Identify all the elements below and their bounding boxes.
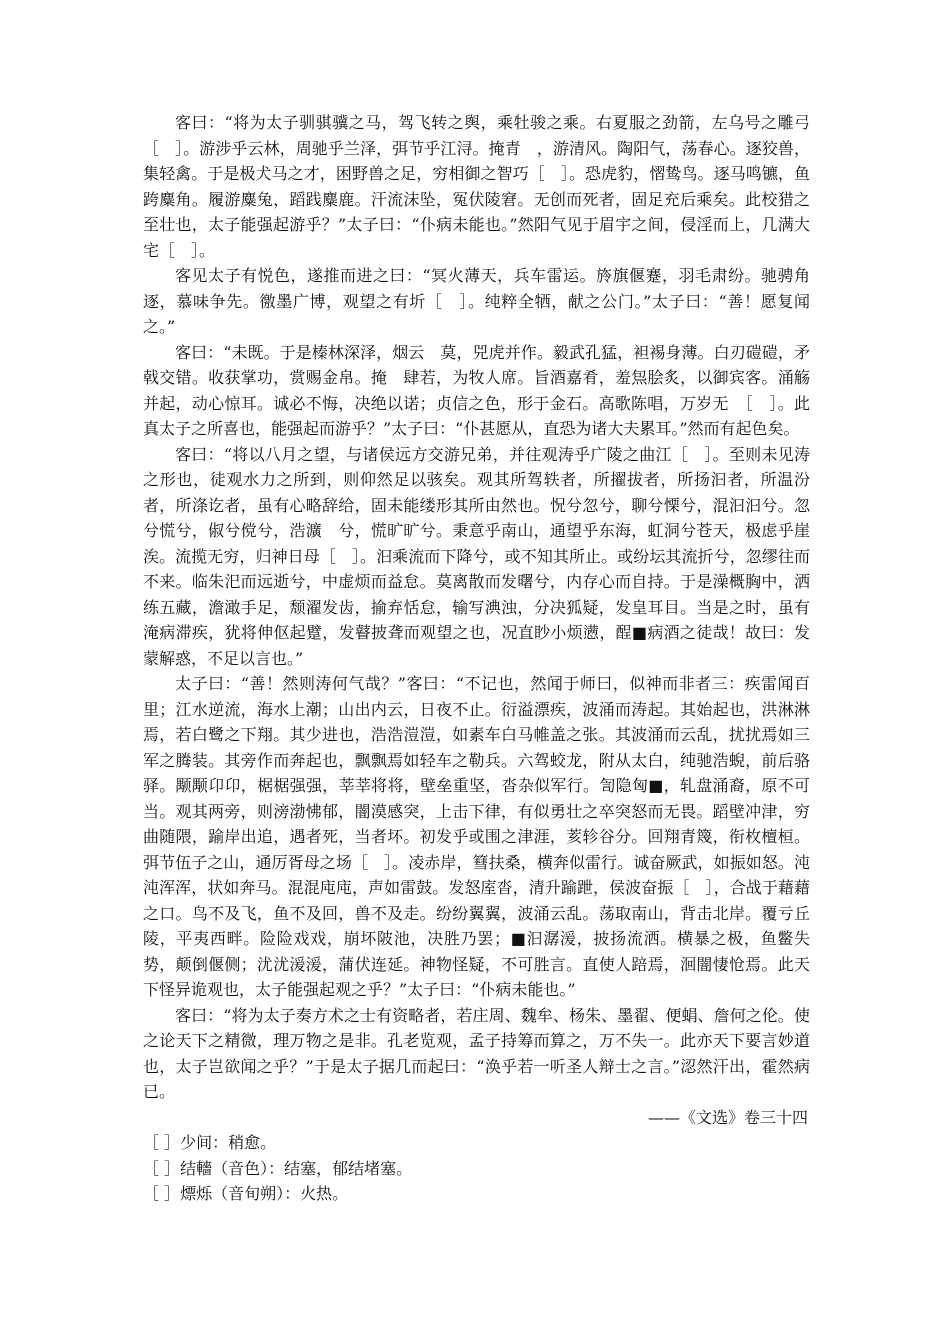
footnote-item: ［ ］熛烁（音旬朔）：火热。 (143, 1184, 349, 1203)
paragraph-6: 客曰：“将为太子奏方术之士有资略者，若庄周、魏牟、杨朱、墨翟、便蜎、詹何之伦。使之论天下之精微，理万物之是非。孔老览观，孟子持筹而算之，万不失一。此亦天下要言妙道也，太子岂欲闻之乎？”于是太子据几而起曰：“涣乎若一听圣人辩士之言。”涊然汗出，霍然病已。 (143, 1005, 810, 1101)
paragraph-5: 太子曰：“善！然则涛何气哉？”客曰：“不记也，然闻于师曰，似神而非者三：疾雷闻百里；江水逆流，海水上潮；山出内云，日夜不止。衍溢漂疾，波涌而涛起。其始起也，洪淋淋焉，若白鹭之下翔。其少进也，浩浩溰溰，如素车白马帷盖之张。其波涌而云乱，扰扰焉如三军之腾装。其旁作而奔起也，飘飘焉如轻车之勒兵。六驾蛟龙，附从太白，纯驰浩蜺，前后骆驿。颙颙卬卬，椐椐强强，莘莘将将，壁垒重坚，沓杂似军行。訇隐匈■，轧盘涌裔，原不可当。观其两旁，则滂渤怫郁，闇漠感突，上击下律，有似勇壮之卒突怒而无畏。蹈壁冲津，穷曲随隈，踰岸出追，遇者死，当者坏。初发乎或围之津涯，荄轸谷分。回翔青篾，衔枚檀桓。弭节伍子之山，通厉胥母之场［ ］。凌赤岸，篲扶桑，横奔似雷行。诚奋厥武，如振如怒。沌沌浑浑，状如奔马。混混庉庉，声如雷鼓。发怒庢沓，清升踰跇，侯波奋振［ ］，合战于藉藉之口。鸟不及飞，鱼不及回，兽不及走。纷纷翼翼，波涌云乱。荡取南山，背击北岸。覆亏丘陵，平夷西畔。险险戏戏，崩坏陂池，决胜乃罢；■汩潺湲，披扬流洒。横暴之极，鱼鳖失势，颠倒偃侧；沋沋湲湲，蒲伏连延。神物怪疑，不可胜言。直使人踣焉，洄闇悽怆焉。此天下怪异诡观也，太子能强起观之乎？”太子曰：“仆病未能也。” (143, 674, 810, 999)
paragraph-1: 客曰：“将为太子驯骐骥之马，驾飞转之舆，乘牡骏之乘。右夏服之劲箭，左乌号之雕弓［ ］。游涉乎云林，周驰乎兰泽，弭节乎江浔。掩青 ，游清风。陶阳气，荡春心。逐狡兽，集轻禽。于是极犬马之才，困野兽之足，穷相御之智巧［ ］。恐虎豹，慴鸷鸟。逐马鸣镳，鱼跨麋角。履游麋兔，蹈践麋鹿。汗流沫坠，冤伏陵窘。无创而死者，固足充后乘矣。此校猎之至壮也，太子能强起游乎？”太子曰：“仆病未能也。”然阳气见于眉宇之间，侵淫而上，几满大宅［ ］。 (143, 113, 810, 260)
paragraph-2: 客见太子有悦色，遂推而进之曰：“冥火薄天，兵车雷运。旍旗偃蹇，羽毛肃纷。驰骋角逐，慕味争先。徼墨广博，观望之有圻［ ］。纯粹全牺，献之公门。”太子曰：“善！愿复闻之。” (143, 266, 810, 336)
paragraph-3: 客曰：“未既。于是榛林深泽，烟云 莫，兕虎并作。毅武孔猛，袒裼身薄。白刃磑磑，矛戟交错。收获掌功，赏赐金帛。掩 肆若，为牧人席。旨酒嘉肴，羞炰脍炙，以御宾客。涌觞并起，动心惊耳。诚必不悔，决绝以诺；贞信之色，形于金石。高歌陈唱，万岁无 ［ ］。此真太子之所喜也，能强起而游乎？”太子曰：“仆甚愿从，直恐为诸大夫累耳。”然而有起色矣。 (143, 342, 810, 438)
paragraph-4: 客曰：“将以八月之望，与诸侯远方交游兄弟，并往观涛乎广陵之曲江［ ］。至则未见涛之形也，徒观水力之所到，则仰然足以骇矣。观其所驾轶者，所擢拔者，所扬汩者，所温汾者，所涤讫者，虽有心略辞给，固未能缕形其所由然也。怳兮忽兮，聊兮慄兮，混汩汩兮。忽兮慌兮，俶兮傥兮，浩瀇 兮，慌旷旷兮。秉意乎南山，通望乎东海，虹洞兮苍天，极虑乎崖涘。流揽无穷，归神日母［ ］。汩乘流而下降兮，或不知其所止。或纷坛其流折兮，忽缪往而不来。临朱汜而远逝兮，中虚烦而益怠。莫离散而发曙兮，内存心而自持。于是澡概胸中，洒练五藏，澹澉手足，颓濯发齿，揄弃恬怠，输写淟浊，分决狐疑，发皇耳目。当是之时，虽有淹病滞疾，犹将伸伛起躄，发瞽披聋而观望之也，况直眇小烦懑，酲■病酒之徒哉！故曰：发蒙解惑，不足以言也。” (143, 444, 810, 668)
footnote-item: ［ ］结轖（音色）：结塞，郁结堵塞。 (143, 1158, 413, 1178)
footnote-item: ［ ］少间：稍愈。 (143, 1133, 277, 1152)
footnotes (143, 1130, 810, 1207)
source-citation: ——《文选》卷三十四 (647, 1107, 808, 1127)
document-page (143, 110, 810, 1207)
